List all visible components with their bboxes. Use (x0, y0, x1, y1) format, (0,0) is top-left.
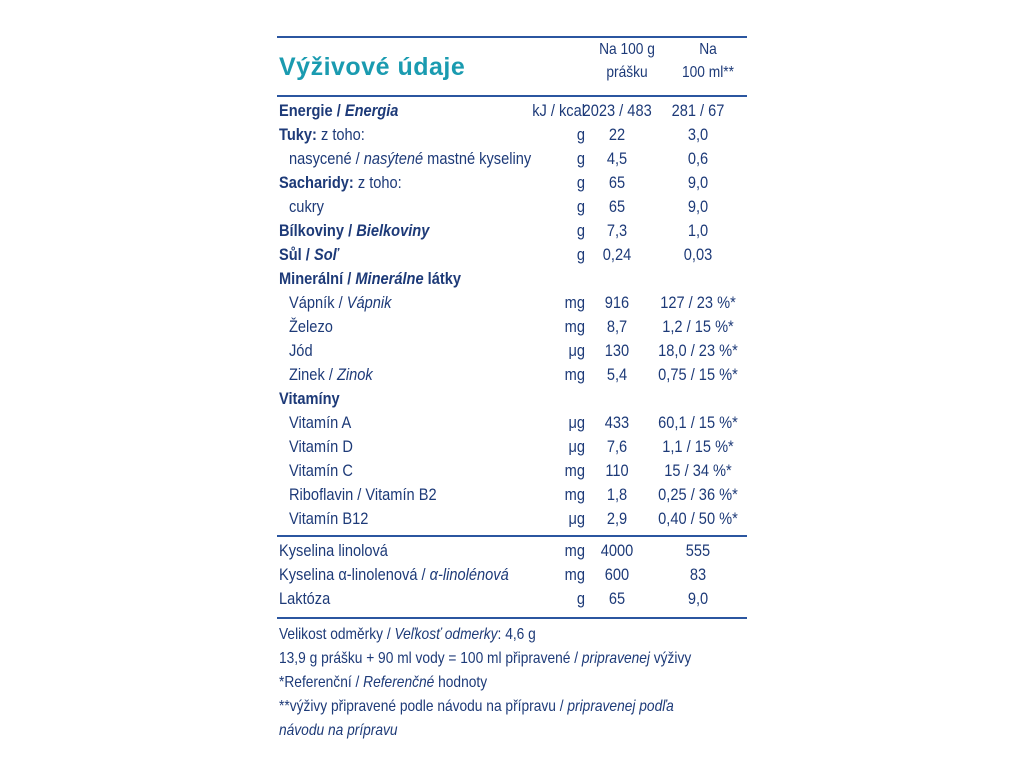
value-per-100ml: 0,25 / 36 %* (658, 485, 738, 504)
row-linoleic-acid: Kyselina linolová mg 4000 555 (277, 539, 747, 563)
row-vitamin-c: Vitamín C mg 110 15 / 34 %* (277, 459, 747, 483)
value-per-100g: 7,3 (606, 221, 628, 240)
row-sugars: cukry g 65 9,0 (277, 195, 747, 219)
panel-title: Výživové údaje (279, 53, 466, 81)
row-calcium: Vápník / Vápnik mg 916 127 / 23 %* (277, 291, 747, 315)
value-per-100g: 65 (608, 197, 626, 216)
value-per-100g: 110 (605, 461, 629, 480)
row-iron: Železo mg 8,7 1,2 / 15 %* (277, 315, 747, 339)
row-zinc: Zinek / Zinok mg 5,4 0,75 / 15 %* (277, 363, 747, 387)
row-carbohydrates: Sacharidy: z toho: g 65 9,0 (277, 171, 747, 195)
unit: g (576, 221, 585, 240)
row-riboflavin: Riboflavin / Vitamín B2 mg 1,8 0,25 / 36 %* (277, 483, 747, 507)
value-per-100g: 916 (604, 293, 630, 312)
row-iodine: Jód μg 130 18,0 / 23 %* (277, 339, 747, 363)
value-per-100ml: 127 / 23 %* (660, 293, 736, 312)
row-minerals-heading: Minerální / Minerálne látky (279, 269, 462, 288)
value-per-100g: 8,7 (606, 317, 628, 336)
value-per-100ml: 18,0 / 23 %* (658, 341, 738, 360)
unit: mg (564, 485, 585, 504)
value-per-100ml: 0,40 / 50 %* (658, 509, 738, 528)
row-lactose: Laktóza g 65 9,0 (277, 587, 747, 611)
value-per-100g: 2,9 (606, 509, 628, 528)
unit: μg (568, 437, 585, 456)
row-fat: Tuky: z toho: g 22 3,0 (277, 123, 747, 147)
unit: mg (564, 293, 585, 312)
value-per-100g: 130 (604, 341, 630, 360)
row-vitamin-d: Vitamín D μg 7,6 1,1 / 15 %* (277, 435, 747, 459)
note-scoop-size: Velikost odměrky / Veľkosť odmerky: 4,6 g (279, 626, 536, 643)
section-rule (277, 535, 747, 537)
value-per-100ml: 3,0 (687, 125, 709, 144)
value-per-100ml: 9,0 (687, 173, 709, 192)
unit: g (576, 589, 585, 608)
value-per-100ml: 0,75 / 15 %* (658, 365, 738, 384)
row-protein: Bílkoviny / Bielkoviny g 7,3 1,0 (277, 219, 747, 243)
note-footnote-continued: návodu na prípravu (279, 722, 398, 739)
unit: mg (564, 317, 585, 336)
unit: mg (564, 565, 585, 584)
note-reference-values: *Referenční / Referenčné hodnoty (279, 674, 488, 691)
value-per-100ml: 555 (685, 541, 711, 560)
value-per-100ml: 0,6 (687, 149, 709, 168)
unit: μg (568, 341, 585, 360)
unit: g (576, 197, 585, 216)
unit: kJ / kcal (532, 101, 585, 120)
value-per-100ml: 9,0 (687, 197, 709, 216)
value-per-100ml: 9,0 (687, 589, 709, 608)
unit: g (576, 149, 585, 168)
value-per-100g: 2023 / 483 (582, 101, 652, 120)
value-per-100ml: 0,03 (683, 245, 713, 264)
value-per-100g: 4,5 (606, 149, 628, 168)
notes-rule (277, 617, 747, 619)
unit: mg (564, 365, 585, 384)
unit: μg (568, 509, 585, 528)
column-header-per-100ml: Na 100 ml** (681, 41, 735, 81)
value-per-100ml: 1,2 / 15 %* (662, 317, 734, 336)
row-saturated-fat: nasycené / nasýtené mastné kyseliny g 4,5 0,6 (277, 147, 747, 171)
value-per-100g: 600 (604, 565, 630, 584)
value-per-100g: 65 (608, 589, 626, 608)
column-header-per-100g: Na 100 g prášku (599, 41, 655, 81)
row-salt: Sůl / Soľ g 0,24 0,03 (277, 243, 747, 267)
unit: mg (564, 461, 585, 480)
row-vitamin-b12: Vitamín B12 μg 2,9 0,40 / 50 %* (277, 507, 747, 531)
unit: g (576, 245, 585, 264)
value-per-100g: 65 (608, 173, 626, 192)
note-footnote: **výživy připravené podle návodu na přípravu / pripravenej podľa (279, 698, 674, 715)
value-per-100g: 5,4 (606, 365, 628, 384)
value-per-100ml: 60,1 / 15 %* (658, 413, 738, 432)
unit: mg (564, 541, 585, 560)
row-energy: Energie / Energia kJ / kcal 2023 / 483 281 / 67 (277, 99, 747, 123)
row-alpha-linolenic-acid: Kyselina α-linolenová / α-linolénová mg 600 83 (277, 563, 747, 587)
unit: μg (568, 413, 585, 432)
value-per-100g: 22 (608, 125, 626, 144)
row-vitamin-a: Vitamín A μg 433 60,1 / 15 %* (277, 411, 747, 435)
value-per-100ml: 281 / 67 (671, 101, 725, 120)
header-rule (277, 95, 747, 97)
value-per-100ml: 83 (689, 565, 707, 584)
value-per-100g: 433 (604, 413, 630, 432)
value-per-100ml: 15 / 34 %* (664, 461, 732, 480)
value-per-100g: 0,24 (602, 245, 632, 264)
value-per-100ml: 1,0 (687, 221, 709, 240)
value-per-100g: 7,6 (606, 437, 628, 456)
value-per-100g: 1,8 (606, 485, 628, 504)
note-preparation: 13,9 g prášku + 90 ml vody = 100 ml připravené / pripravenej výživy (279, 650, 692, 667)
row-vitamins-heading: Vitamíny (279, 389, 340, 408)
value-per-100g: 4000 (600, 541, 634, 560)
unit: g (576, 125, 585, 144)
unit: g (576, 173, 585, 192)
value-per-100ml: 1,1 / 15 %* (662, 437, 734, 456)
